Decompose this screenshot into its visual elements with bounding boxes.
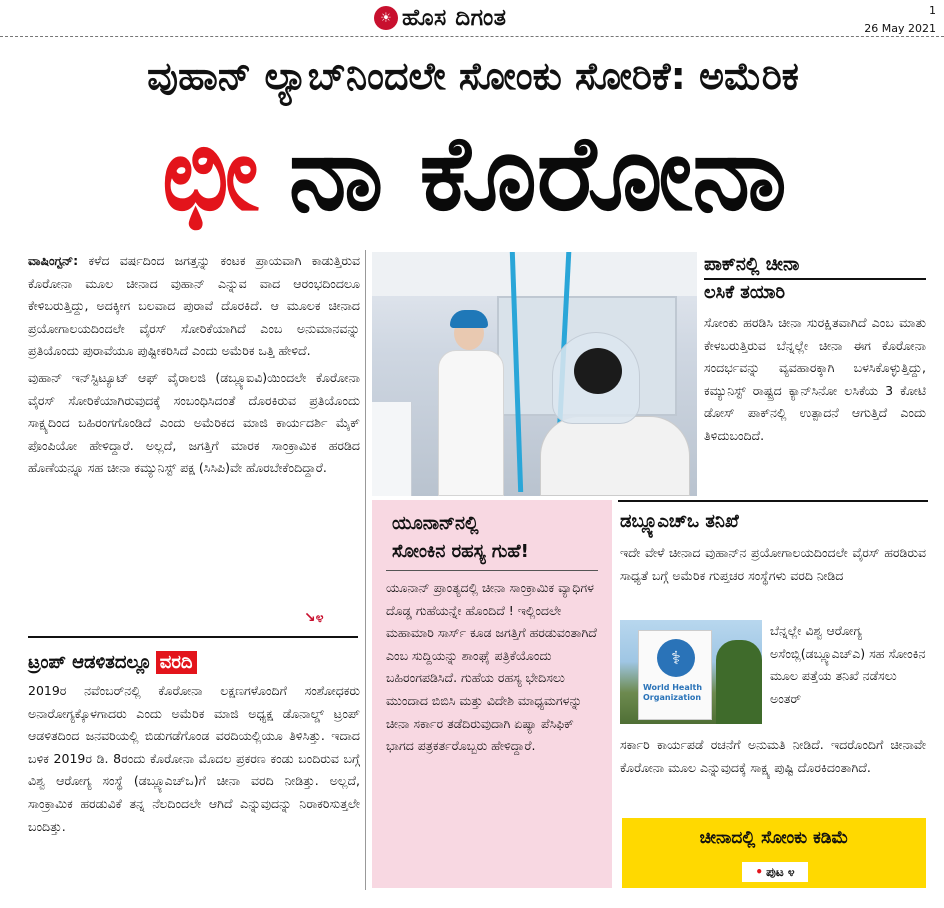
promo-page-link[interactable] (742, 862, 808, 882)
continued-page-link[interactable]: ↘೪ (304, 610, 324, 626)
who-building-photo (620, 620, 762, 724)
trump-story-title (28, 646, 358, 678)
trump-title-black: ಟ್ರಂಪ್ ಆಡಳಿತದಲ್ಲೂ (28, 651, 152, 673)
lead-story-body (28, 250, 360, 480)
who-emblem-icon: ⚕ (657, 639, 695, 677)
inside-page-promo[interactable] (622, 818, 926, 888)
trump-title-red: ವರದಿ (156, 651, 197, 674)
newspaper-logo[interactable] (374, 3, 506, 33)
page-number: 1 (929, 4, 936, 17)
headline-black-part: ನಾ ಕೊರೋನಾ (288, 112, 787, 234)
pak-story-body: ಸೋಂಕು ಹರಡಿಸಿ ಚೀನಾ ಸುರಕ್ಷಿತವಾಗಿದೆ ಎಂಬ ಮಾತು ಕೇಳಬರುತ್ತಿರುವ ಬೆನ್ನಲ್ಲೇ ಚೀನಾ ಈಗ ಕೊರೋನಾ ಸಂದರ್ಭವನ್ನು ವ್ಯವಹಾರಕ್ಕಾಗಿ ಬಳಸಿಕೊಳ್ಳುತ್ತಿದ್ದು, ಕಮ್ಯುನಿಸ್ಟ್ ರಾಷ್ಟ್ರದ ಕ್ಯಾನ್‌ಸಿನೋ ಲಸಿಕೆಯ 3 ಕೋಟಿ ಡೋಸ್ ಪಾಕ್‌ನಲ್ಲಿ ಉತ್ಪಾದನೆ ಆಗುತ್ತಿದೆ ಎಂದು ತಿಳಿದುಬಂದಿದೆ. (704, 315, 926, 443)
pak-title-line-1: ಪಾಕ್‌ನಲ್ಲಿ ಚೀನಾ (704, 254, 800, 275)
who-story-body-2: ಬೆನ್ನಲ್ಲೇ ವಿಶ್ವ ಆರೋಗ್ಯ ಅಸೆಂಬ್ಲಿ(ಡಬ್ಲ್ಯೂಎಚ್‌ಎ) ಸಹ ಸೋಂಕಿನ ಮೂಲ ಪತ್ತೆಯ ತನಿಖೆ ನಡೆಸಲು ಅಂತರ್ (770, 623, 926, 706)
who-sign-label: World Health Organization (643, 683, 703, 702)
issue-date: 26 May 2021 (864, 22, 936, 35)
lab-scientist-1 (430, 310, 508, 496)
lab-ceiling (372, 252, 697, 296)
scientist-head (574, 348, 622, 394)
who-story-body-3: ಸರ್ಕಾರಿ ಕಾರ್ಯಪಡೆ ರಚನೆಗೆ ಅನುಮತಿ ನೀಡಿದೆ. ಇದರೊಂದಿಗೆ ಚೀನಾವೇ ಕೊರೋನಾ ಮೂಲ ಎನ್ನುವುದಕ್ಕೆ ಸಾಕ್ಷ್ಯ ಪುಷ್ಟಿ ದೊರಕಿದಂತಾಗಿದೆ. (620, 737, 926, 775)
lead-paragraph-1-text: ಕಳೆದ ವರ್ಷದಿಂದ ಜಗತ್ತನ್ನು ಕಂಟಕ ಪ್ರಾಯವಾಗಿ ಕಾಡುತ್ತಿರುವ ಕೊರೋನಾ ಮೂಲ ಚೀನಾದ ವುಹಾನ್ ಎನ್ನುವ ವಾದ ಆರಂಭದಿಂದಲೂ ಕೇಳಿಬರುತ್ತಿದ್ದು, ಅದಕ್ಕೀಗ ಬಲವಾದ ಪುರಾವೆ ದೊರಕಿದೆ. ಆ ಮೂಲಕ ಚೀನಾದ ಪ್ರಯೋಗಾಲಯದಿಂದಲೇ ವೈರಸ್ ಸೋರಿಕೆಯಾಗಿದೆ ಎಂಬ ಅನುಮಾನವನ್ನು ಪ್ರತಿಯೊಂದು ಪುರಾವೆಯೂ ಪುಷ್ಟೀಕರಿಸಿದೆ ಎಂದು ಅಮೆರಿಕ ಒತ್ತಿ ಹೇಳಿದೆ. (28, 253, 360, 359)
promo-page-label: ಪುಟ ೪ (766, 864, 795, 879)
lead-paragraph-1 (28, 250, 360, 363)
masthead-divider (0, 36, 944, 37)
headline-red-part: ಛೀ (163, 112, 259, 234)
who-story (620, 508, 926, 775)
yunnan-title-line-2: ಸೋಂಕಿನ ರಹಸ್ಯ ಗುಹೆ! (392, 541, 529, 562)
section-divider (618, 500, 928, 502)
who-sign (638, 630, 712, 720)
trump-story-body: 2019ರ ನವೆಂಬರ್‌ನಲ್ಲಿ ಕೊರೋನಾ ಲಕ್ಷಣಗಳೊಂದಿಗೆ ಸಂಶೋಧಕರು ಅನಾರೋಗ್ಯಕ್ಕೊಳಗಾದರು ಎಂದು ಅಮೆರಿಕ ಮಾಜಿ ಅಧ್ಯಕ್ಷ ಡೊನಾಲ್ಡ್ ಟ್ರಂಪ್ ಆಡಳಿತದಿಂದ ಜನವರಿಯಲ್ಲಿ ಬಿಡುಗಡೆಗೊಂಡ ವರದಿಯಲ್ಲಿಯೂ ತಿಳಿಸಿತ್ತು. ಇದಾದ ಬಳಿಕ 2019ರ ಡಿ. 8ರಂದು ಕೊರೋನಾ ಮೊದಲ ಪ್ರಕರಣ ಕಂಡು ಬಂದಿರುವ ಬಗ್ಗೆ ವಿಶ್ವ ಆರೋಗ್ಯ ಸಂಸ್ಥೆ (ಡಬ್ಲ್ಯೂಎಚ್‌ಒ)ಗೆ ಚೀನಾ ವರದಿ ನೀಡಿತ್ತು. ಅಲ್ಲದೆ, ಸಾಂಕ್ರಾಮಿಕ ಹರಡುವಿಕೆ ತನ್ನ ನೆಲದಿಂದಲೇ ಆಗಿದೆ ಎನ್ನುವುದನ್ನು ನಿರಾಕರಿಸುತ್ತಲೇ ಬಂದಿತ್ತು. (28, 683, 360, 834)
bullet-icon: • (755, 865, 764, 879)
who-story-title: ಡಬ್ಲ್ಯೂಎಚ್‌ಒ ತನಿಖೆ (620, 511, 739, 532)
lab-cabinet (372, 402, 412, 496)
yunnan-story-body: ಯೂನಾನ್ ಪ್ರಾಂತ್ಯದಲ್ಲಿ ಚೀನಾ ಸಾಂಕ್ರಾಮಿಕ ವ್ಯಾಧಿಗಳ ದೊಡ್ಡ ಗುಹೆಯನ್ನೇ ಹೊಂದಿದೆ ! ಇಲ್ಲಿಂದಲೇ ಮಹಾಮಾರಿ ಸಾರ್ಸ್ ಕೂಡ ಜಗತ್ತಿಗೆ ಹರಡುವಂತಾಗಿದೆ ಎಂಬ ಸುದ್ದಿಯನ್ನು ಶಾಂಘೈ ಪತ್ರಿಕೆಯೊಂದು ಬಹಿರಂಗಪಡಿಸಿದೆ. ಗುಹೆಯ ರಹಸ್ಯ ಭೇದಿಸಲು ಮುಂದಾದ ಬಿಬಿಸಿ ಮತ್ತು ವಿದೇಶಿ ಮಾಧ್ಯಮಗಳನ್ನು ಚೀನಾ ಸರ್ಕಾರ ತಡೆದಿರುವುದಾಗಿ ಏಷ್ಯಾ ಪೆಸಿಫಿಕ್ ಭಾಗದ ಪತ್ರಕರ್ತರೊಬ್ಬರು ಹೇಳಿದ್ದಾರೆ. (386, 580, 597, 754)
newspaper-name: ಹೊಸ ದಿಗಂತ (402, 5, 507, 31)
column-divider (365, 250, 366, 890)
yunnan-story-box (372, 500, 612, 888)
scientist-suit (540, 416, 690, 496)
scientist-cap (450, 310, 488, 328)
pak-vaccine-story (704, 252, 926, 448)
who-story-body-1: ಇದೇ ವೇಳೆ ಚೀನಾದ ವುಹಾನ್‌ನ ಪ್ರಯೋಗಾಲಯದಿಂದಲೇ ವೈರಸ್ ಹರಡಿರುವ ಸಾಧ್ಯತೆ ಬಗ್ಗೆ ಅಮೆರಿಕ ಗುಪ್ತಚರ ಸಂಸ್ಥೆಗಳು ವರದಿ ನೀಡಿದ (620, 545, 926, 583)
pak-title-line-2: ಲಸಿಕೆ ತಯಾರಿ (704, 278, 926, 306)
box-divider (386, 570, 598, 571)
lead-paragraph-2: ವುಹಾನ್ ಇನ್‌ಸ್ಟಿಟ್ಯೂಟ್ ಆಫ್ ವೈರಾಲಜಿ (ಡಬ್ಲ್ಯೂಐವಿ)ಯಿಂದಲೇ ಕೊರೋನಾ ವೈರಸ್ ಸೋರಿಕೆಯಾಗಿರುವುದಕ್ಕೆ ಸಂಬಂಧಿಸಿದಂತೆ ದೊರಕಿರುವ ಪ್ರತಿಯೊಂದು ಸಾಕ್ಷ್ಯದಿಂದ ಬಹಿರಂಗಗೊಂಡಿದೆ ಎಂದು ಅಮೆರಿಕದ ಮಾಜಿ ಕಾರ್ಯದರ್ಶಿ ಮೈಕ್ ಪೊಂಪಿಯೋ ಹೇಳಿದ್ದಾರೆ. ಅಲ್ಲದೆ, ಜಗತ್ತಿಗೆ ಮಾರಕ ಸಾಂಕ್ರಾಮಿಕ ಹರಡಿದ ಹೊಣೆಯನ್ನೂ ಸಹ ಚೀನಾ ಕಮ್ಯುನಿಸ್ಟ್ ಪಕ್ಷ (ಸಿಸಿಪಿ)ವೇ ಹೊರಬೇಕೆಂದಿದ್ದಾರೆ. (28, 369, 360, 476)
yunnan-title-line-1: ಯೂನಾನ್‌ನಲ್ಲಿ (392, 513, 479, 534)
lab-scientist-2 (540, 332, 690, 496)
lead-headline (40, 108, 910, 238)
tree (716, 640, 762, 724)
promo-title: ಚೀನಾದಲ್ಲಿ ಸೋಂಕು ಕಡಿಮೆ (699, 828, 849, 848)
scientist-suit (438, 350, 504, 496)
dateline: ವಾಷಿಂಗ್ಟನ್: (28, 253, 79, 268)
lead-kicker: ವುಹಾನ್ ಲ್ಯಾಬ್‌ನಿಂದಲೇ ಸೋಂಕು ಸೋರಿಕೆ: ಅಮೆರಿಕ (147, 54, 799, 98)
lab-photo (372, 252, 697, 496)
section-divider (28, 636, 358, 638)
masthead (0, 0, 944, 40)
sun-logo-icon: ☀ (374, 6, 398, 30)
